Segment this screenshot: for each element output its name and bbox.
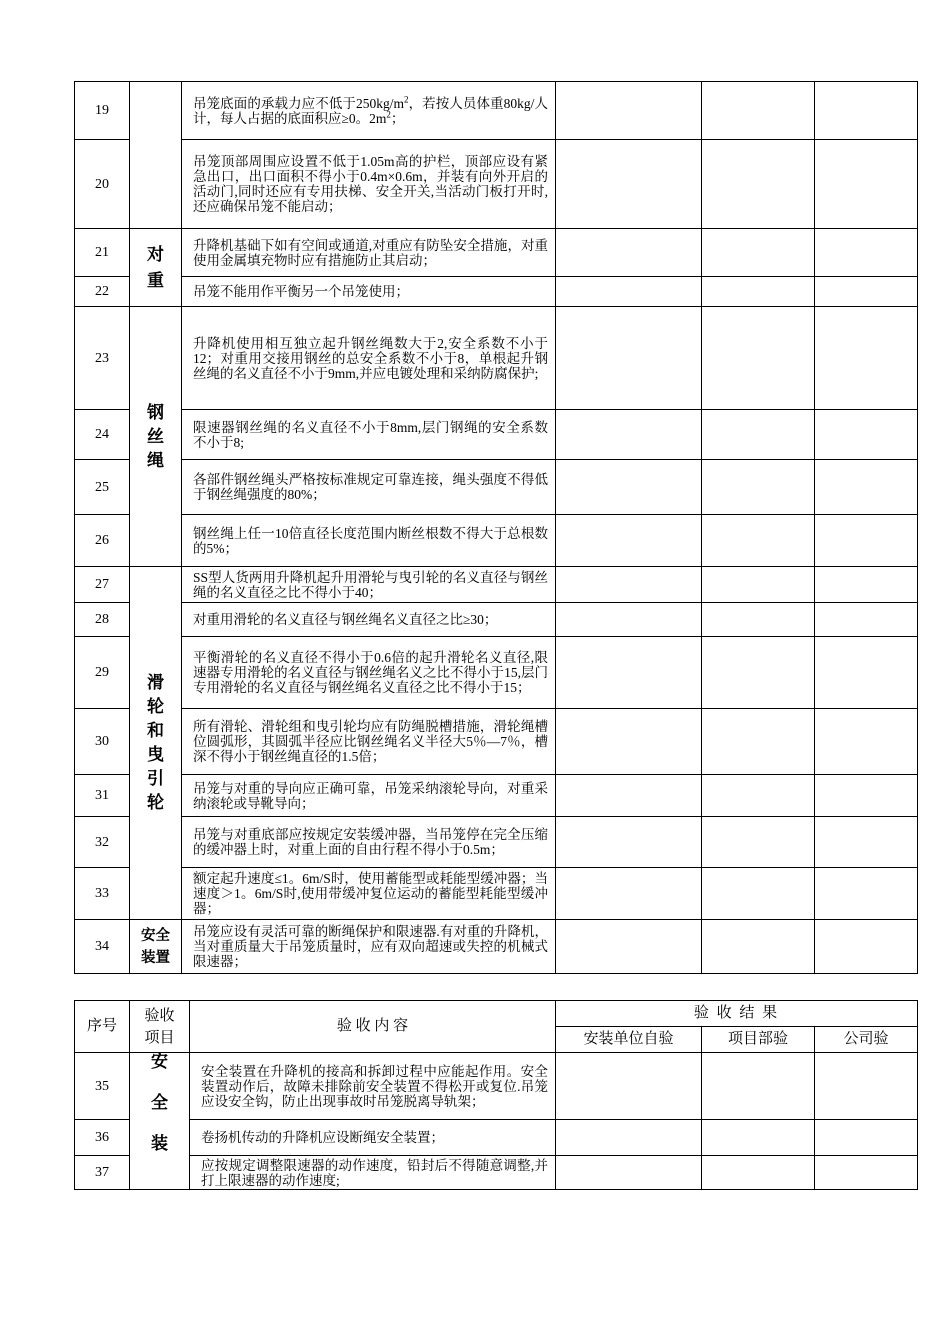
row-number: 22 <box>75 277 130 307</box>
row-content: 对重用滑轮的名义直径与钢丝绳名义直径之比≥30； <box>182 603 556 637</box>
category-wire-rope: 钢丝绳 <box>130 307 182 567</box>
row-content: 升降机基础下如有空间或通道,对重应有防坠安全措施，对重使用金属填充物时应有措施防止其启动； <box>182 229 556 277</box>
self-check-cell[interactable] <box>556 920 702 974</box>
project-check-cell[interactable] <box>702 1156 815 1190</box>
row-content: 吊笼与对重的导向应正确可靠，吊笼采纳滚轮导向，对重采纳滚轮或导靴导向； <box>182 775 556 817</box>
company-check-cell[interactable] <box>815 817 918 868</box>
row-number: 29 <box>75 637 130 709</box>
company-check-cell[interactable] <box>815 1120 918 1156</box>
project-check-cell[interactable] <box>702 567 815 603</box>
row-number: 30 <box>75 709 130 775</box>
row-number: 31 <box>75 775 130 817</box>
table-row <box>75 920 918 974</box>
row-number: 26 <box>75 515 130 567</box>
project-check-cell[interactable] <box>702 229 815 277</box>
row-number: 32 <box>75 817 130 868</box>
category-safety: 安 全 装 <box>130 1053 190 1190</box>
project-check-cell[interactable] <box>702 709 815 775</box>
row-content: 应按规定调整限速器的动作速度，铅封后不得随意调整,并打上限速器的动作速度; <box>190 1156 556 1190</box>
table-row <box>75 277 918 307</box>
self-check-cell[interactable] <box>556 1156 702 1190</box>
table-row <box>75 307 918 410</box>
row-number: 28 <box>75 603 130 637</box>
row-content: SS型人货两用升降机起升用滑轮与曳引轮的名义直径与钢丝绳的名义直径之比不得小于40； <box>182 567 556 603</box>
self-check-cell[interactable] <box>556 515 702 567</box>
company-check-cell[interactable] <box>815 515 918 567</box>
company-check-cell[interactable] <box>815 637 918 709</box>
row-content: 吊笼与对重底部应按规定安装缓冲器，当吊笼停在完全压缩的缓冲器上时，对重上面的自由行程不得小于0.5m； <box>182 817 556 868</box>
table-row <box>75 567 918 603</box>
table-row <box>75 603 918 637</box>
company-check-cell[interactable] <box>815 410 918 460</box>
row-number: 36 <box>75 1120 130 1156</box>
row-content: 吊笼顶部周围应设置不低于1.05m高的护栏，顶部应设有紧急出口，出口面积不得小于0.4m×0.6m，并装有向外开启的活动门,同时还应有专用扶梯、安全开关,当活动门板打开时,还应确保吊笼不能启动； <box>182 140 556 229</box>
company-check-cell[interactable] <box>815 229 918 277</box>
row-content: 吊笼不能用作平衡另一个吊笼使用； <box>182 277 556 307</box>
company-check-cell[interactable] <box>815 920 918 974</box>
self-check-cell[interactable] <box>556 277 702 307</box>
self-check-cell[interactable] <box>556 82 702 140</box>
self-check-cell[interactable] <box>556 567 702 603</box>
table-header-row <box>75 1001 918 1027</box>
row-number: 20 <box>75 140 130 229</box>
company-check-cell[interactable] <box>815 460 918 515</box>
row-number: 21 <box>75 229 130 277</box>
header-result: 验 收 结 果 <box>556 1001 918 1027</box>
self-check-cell[interactable] <box>556 709 702 775</box>
company-check-cell[interactable] <box>815 567 918 603</box>
category-counterweight: 对重 <box>130 229 182 307</box>
project-check-cell[interactable] <box>702 1120 815 1156</box>
project-check-cell[interactable] <box>702 410 815 460</box>
self-check-cell[interactable] <box>556 410 702 460</box>
table-row <box>75 1053 918 1120</box>
table-row <box>75 868 918 920</box>
project-check-cell[interactable] <box>702 920 815 974</box>
company-check-cell[interactable] <box>815 277 918 307</box>
table-row <box>75 817 918 868</box>
row-content: 升降机使用相互独立起升钢丝绳数大于2,安全系数不小于12；对重用交接用钢丝的总安全系数不小于8，单根起升钢丝绳的名义直径不小于9mm,并应电镀处理和采纳防腐保护; <box>182 307 556 410</box>
row-number: 37 <box>75 1156 130 1190</box>
header-content: 验 收 内 容 <box>190 1001 556 1053</box>
row-number: 23 <box>75 307 130 410</box>
row-number: 35 <box>75 1053 130 1120</box>
table-row <box>75 410 918 460</box>
project-check-cell[interactable] <box>702 140 815 229</box>
self-check-cell[interactable] <box>556 140 702 229</box>
project-check-cell[interactable] <box>702 460 815 515</box>
table-row <box>75 82 918 140</box>
row-content: 所有滑轮、滑轮组和曳引轮均应有防绳脱槽措施，滑轮绳槽位圆弧形，其圆弧半径应比钢丝绳名义半径大5％—7％，槽深不得小于钢丝绳直径的1.5倍； <box>182 709 556 775</box>
row-content: 吊笼底面的承载力应不低于$250kg/m^2$，若按人员体重80kg/人计，每人占据的底面积应≥0。$2m^2$； <box>182 82 556 140</box>
row-content: 吊笼应设有灵活可靠的断绳保护和限速器.有对重的升降机，当对重质量大于吊笼质量时，应有双向超速或失控的机械式限速器； <box>182 920 556 974</box>
company-check-cell[interactable] <box>815 1053 918 1120</box>
project-check-cell[interactable] <box>702 277 815 307</box>
project-check-cell[interactable] <box>702 817 815 868</box>
project-check-cell[interactable] <box>702 1053 815 1120</box>
self-check-cell[interactable] <box>556 1120 702 1156</box>
table-row <box>75 1156 918 1190</box>
self-check-cell[interactable] <box>556 637 702 709</box>
category-pulley: 滑轮和曳引轮 <box>130 567 182 920</box>
project-check-cell[interactable] <box>702 603 815 637</box>
project-check-cell[interactable] <box>702 637 815 709</box>
header-item: 验收项目 <box>130 1001 190 1053</box>
project-check-cell[interactable] <box>702 515 815 567</box>
company-check-cell[interactable] <box>815 307 918 410</box>
header-company-check: 公司验 <box>815 1027 918 1053</box>
self-check-cell[interactable] <box>556 229 702 277</box>
self-check-cell[interactable] <box>556 603 702 637</box>
row-number: 33 <box>75 868 130 920</box>
header-project-check: 项目部验 <box>702 1027 815 1053</box>
row-content: 平衡滑轮的名义直径不得小于0.6倍的起升滑轮名义直径,限速器专用滑轮的名义直径与钢丝绳名义之比不得小于15,层门专用滑轮的名义直径与钢丝绳名义直径之比不得小于15； <box>182 637 556 709</box>
row-content: 卷扬机传动的升降机应设断绳安全装置； <box>190 1120 556 1156</box>
row-content: 各部件钢丝绳头严格按标准规定可靠连接，绳头强度不得低于钢丝绳强度的80%； <box>182 460 556 515</box>
table-row <box>75 515 918 567</box>
row-content: 钢丝绳上任一10倍直径长度范围内断丝根数不得大于总根数的5%； <box>182 515 556 567</box>
table-row <box>75 1120 918 1156</box>
row-number: 34 <box>75 920 130 974</box>
self-check-cell[interactable] <box>556 460 702 515</box>
inspection-table-continued <box>74 81 918 974</box>
table-row <box>75 775 918 817</box>
company-check-cell[interactable] <box>815 868 918 920</box>
company-check-cell[interactable] <box>815 603 918 637</box>
company-check-cell[interactable] <box>815 82 918 140</box>
company-check-cell[interactable] <box>815 709 918 775</box>
self-check-cell[interactable] <box>556 817 702 868</box>
project-check-cell[interactable] <box>702 307 815 410</box>
self-check-cell[interactable] <box>556 1053 702 1120</box>
table-row <box>75 229 918 277</box>
self-check-cell[interactable] <box>556 868 702 920</box>
company-check-cell[interactable] <box>815 140 918 229</box>
row-number: 24 <box>75 410 130 460</box>
table-row <box>75 709 918 775</box>
table-row <box>75 140 918 229</box>
row-number: 19 <box>75 82 130 140</box>
row-content: 安全装置在升降机的接高和拆卸过程中应能起作用。安全装置动作后，故障未排除前安全装置不得松开或复位.吊笼应设安全钩，防止出现事故时吊笼脱离导轨架； <box>190 1053 556 1120</box>
inspection-table-header-continued <box>74 1000 918 1190</box>
row-content: 限速器钢丝绳的名义直径不小于8mm,层门钢绳的安全系数不小于8; <box>182 410 556 460</box>
category-safety-device: 安全装置 <box>130 920 182 974</box>
row-number: 27 <box>75 567 130 603</box>
project-check-cell[interactable] <box>702 775 815 817</box>
project-check-cell[interactable] <box>702 82 815 140</box>
row-number: 25 <box>75 460 130 515</box>
table-row <box>75 460 918 515</box>
self-check-cell[interactable] <box>556 307 702 410</box>
category-cell-blank <box>130 82 182 229</box>
header-seq: 序号 <box>75 1001 130 1053</box>
table-row <box>75 637 918 709</box>
company-check-cell[interactable] <box>815 1156 918 1190</box>
row-content: 额定起升速度≤1。6m/S时，使用蓄能型或耗能型缓冲器；当速度＞1。6m/S时,使用带缓冲复位运动的蓄能型耗能型缓冲器； <box>182 868 556 920</box>
header-self-check: 安装单位自验 <box>556 1027 702 1053</box>
project-check-cell[interactable] <box>702 868 815 920</box>
company-check-cell[interactable] <box>815 775 918 817</box>
self-check-cell[interactable] <box>556 775 702 817</box>
